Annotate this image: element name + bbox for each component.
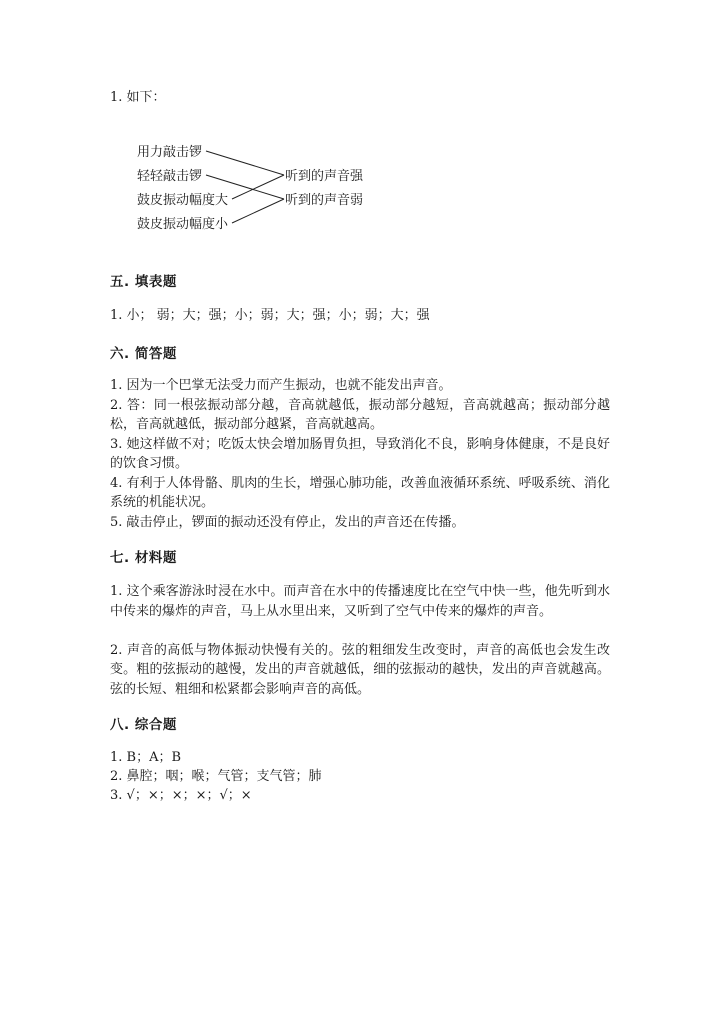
section-5-title: 五. 填表题 — [110, 274, 177, 290]
section-6-item-3: 3. 她这样做不对；吃饭太快会增加肠胃负担，导致消化不良，影响身体健康，不是良好的饮食习惯。 — [110, 436, 610, 471]
left-label-3: 鼓皮振动幅度大 — [137, 193, 229, 208]
match-line-1 — [206, 151, 284, 175]
left-label-1: 用力敲击锣 — [137, 145, 203, 160]
match-line-4 — [232, 199, 284, 223]
section-7-item-2: 2. 声音的高低与物体振动快慢有关的。弦的粗细发生改变时，声音的高低也会发生改变。粗的弦振动的越慢，发出的声音就越低，细的弦振动的越快，发出的声音就越高。弦的长短、粗细和松紧都会影响声音的高低。 — [110, 642, 610, 697]
right-label-1: 听到的声音强 — [285, 169, 364, 184]
section-5-line-1: 1. 小； 弱；大；强；小；弱；大；强；小；弱；大；强 — [110, 308, 430, 323]
section-6-item-2: 2. 答：同一根弦振动部分越，音高就越低，振动部分越短，音高就越高；振动部分越松，音高就越低，振动部分越紧，音高就越高。 — [110, 397, 610, 432]
section-8-line-2: 2. 鼻腔；咽；喉；气管；支气管；肺 — [110, 769, 322, 784]
section-6-item-5: 5. 敲击停止，锣面的振动还没有停止，发出的声音还在传播。 — [110, 514, 465, 530]
section-7-item-1: 1. 这个乘客游泳时浸在水中。而声音在水中的传播速度比在空气中快一些，他先听到水中传来的爆炸的声音，马上从水里出来，又听到了空气中传来的爆炸的声音。 — [110, 584, 610, 619]
section-6-title: 六. 简答题 — [110, 346, 177, 362]
matching-diagram — [0, 0, 720, 260]
section-8-line-3: 3. √；×；×；×；√；× — [110, 788, 252, 803]
left-label-4: 鼓皮振动幅度小 — [137, 217, 229, 232]
section-6-item-4: 4. 有利于人体骨骼、肌肉的生长，增强心肺功能，改善血液循环系统、呼吸系统、消化系统的机能状况。 — [110, 475, 610, 510]
match-line-3 — [232, 175, 284, 199]
left-label-2: 轻轻敲击锣 — [137, 169, 203, 184]
section-6-item-1: 1. 因为一个巴掌无法受力而产生振动，也就不能发出声音。 — [110, 378, 452, 393]
section-8-title: 八. 综合题 — [110, 717, 177, 733]
right-label-2: 听到的声音弱 — [285, 193, 364, 208]
part4-item-1: 1. 如下： — [110, 90, 166, 105]
section-8-line-1: 1. B；A；B — [110, 750, 182, 765]
section-7-title: 七. 材料题 — [110, 550, 177, 566]
